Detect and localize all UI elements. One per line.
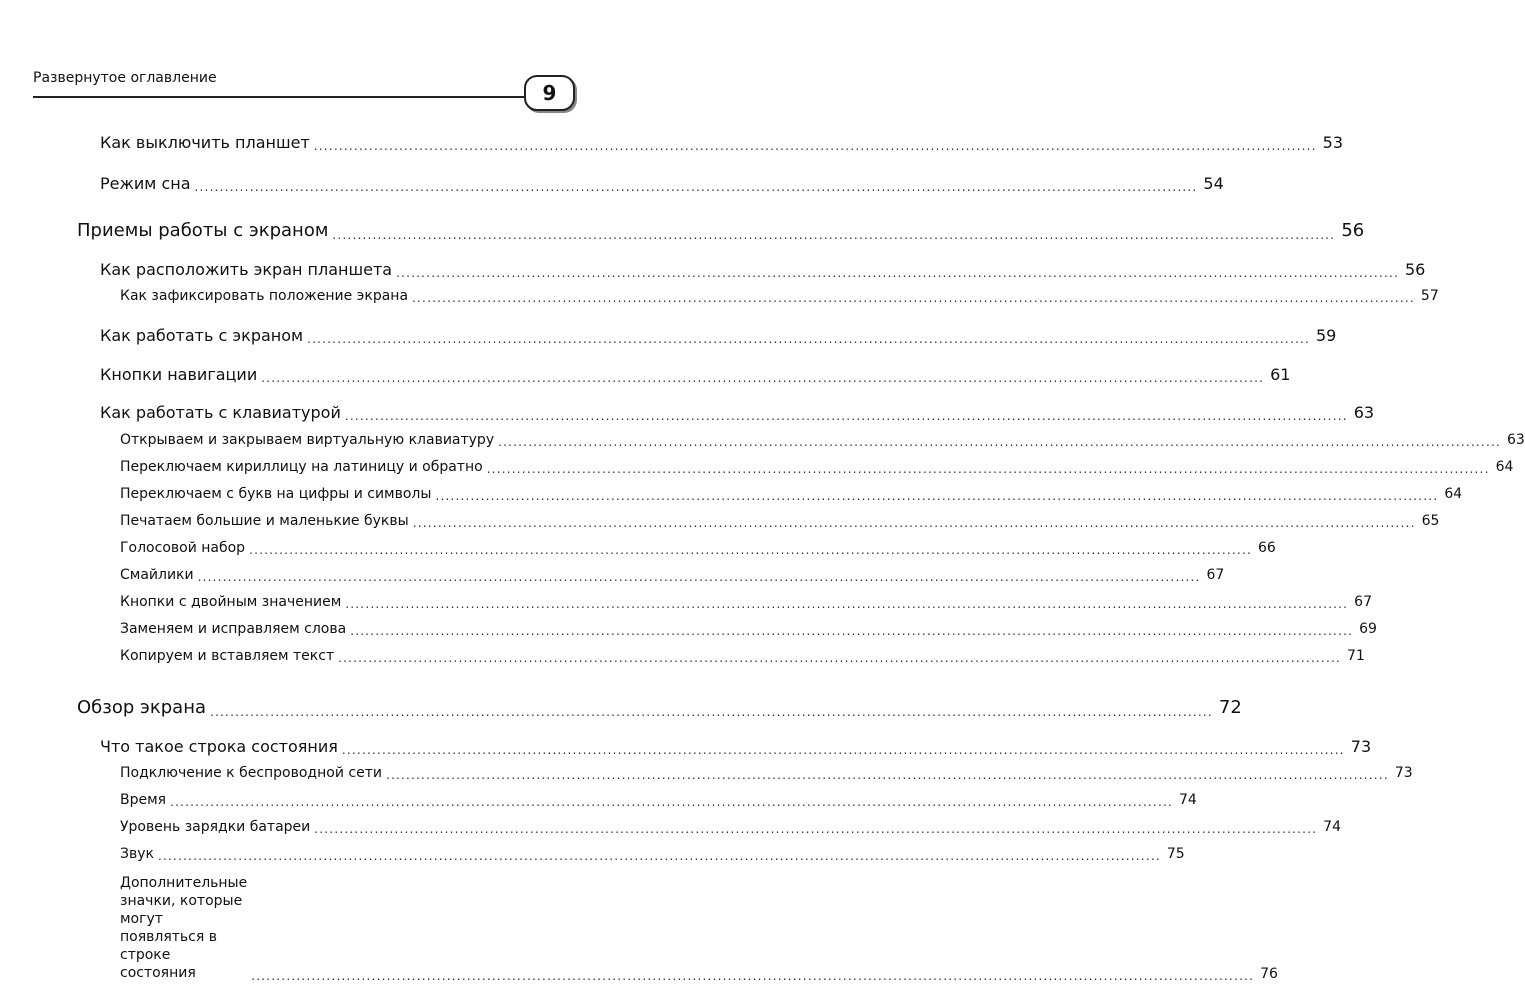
dot-leader: ........................................................................................................................................................................................................ xyxy=(341,743,1345,757)
toc-entry-title: Переключаем кириллицу на латиницу и обратно xyxy=(120,459,483,475)
toc-entry-title: Подключение к беспроводной сети xyxy=(120,765,382,781)
toc-entry-title: Приемы работы с экраном xyxy=(77,220,329,241)
toc-entry-page: 73 xyxy=(1394,765,1413,781)
dot-leader: ........................................................................................................................................................................................................ xyxy=(435,489,1439,503)
toc-entry-title: Кнопки с двойным значением xyxy=(120,594,342,610)
dot-leader: ........................................................................................................................................................................................................ xyxy=(194,180,1198,194)
toc-entry-title: Как выключить планшет xyxy=(100,133,310,152)
toc-entry-page: 56 xyxy=(1405,260,1426,279)
toc-entry-page: 54 xyxy=(1203,174,1224,193)
toc-subentry[interactable] xyxy=(120,874,1278,983)
toc-entry-title: Копируем и вставляем текст xyxy=(120,648,335,664)
toc-entry-title: Заменяем и исправляем слова xyxy=(120,621,347,637)
toc-entry-title: Время xyxy=(120,792,167,808)
toc-entry-title: Смайлики xyxy=(120,567,194,583)
toc-entry-page: 71 xyxy=(1347,648,1365,664)
toc-subentry[interactable] xyxy=(120,540,1276,557)
toc-entry[interactable] xyxy=(100,365,1291,385)
dot-leader: ........................................................................................................................................................................................................ xyxy=(313,139,1317,153)
dot-leader: ........................................................................................................................................................................................................ xyxy=(344,409,1348,423)
toc-entry[interactable] xyxy=(100,260,1426,280)
toc-entry-page: 57 xyxy=(1420,288,1439,304)
dot-leader: ........................................................................................................................................................................................................ xyxy=(332,228,1336,242)
toc-subentry[interactable] xyxy=(120,432,1525,449)
toc-entry[interactable] xyxy=(100,737,1372,757)
toc-entry-page: 61 xyxy=(1270,365,1291,384)
toc-entry-title: Как работать с клавиатурой xyxy=(100,403,341,422)
toc-subentry[interactable] xyxy=(120,765,1413,782)
toc-entry-page: 67 xyxy=(1354,594,1372,610)
toc-entry-title: Обзор экрана xyxy=(77,697,207,718)
dot-leader: ........................................................................................................................................................................................................ xyxy=(412,291,1415,305)
toc-entry-page: 75 xyxy=(1166,846,1185,862)
toc-entry-page: 64 xyxy=(1444,486,1463,502)
running-header-title: Развернутое оглавление xyxy=(33,70,217,86)
toc-entry-title: Уровень зарядки батареи xyxy=(120,819,311,835)
dot-leader: ........................................................................................................................................................................................................ xyxy=(486,462,1490,476)
toc-entry-title: Голосовой набор xyxy=(120,540,246,556)
toc-entry-page: 63 xyxy=(1353,403,1375,422)
toc-subentry[interactable] xyxy=(120,648,1365,665)
toc-entry-page: 74 xyxy=(1178,792,1197,808)
dot-leader: ........................................................................................................................................................................................................ xyxy=(251,969,1255,983)
toc-subentry[interactable] xyxy=(120,621,1377,638)
toc-entry-title: Режим сна xyxy=(100,174,191,193)
toc-subentry[interactable] xyxy=(120,459,1514,476)
dot-leader: ........................................................................................................................................................................................................ xyxy=(307,332,1310,346)
toc-entry-page: 63 xyxy=(1507,432,1525,448)
toc-entry-title: Переключаем с букв на цифры и символы xyxy=(120,486,432,502)
dot-leader: ........................................................................................................................................................................................................ xyxy=(396,266,1399,280)
toc-entry-title: Звук xyxy=(120,846,154,862)
toc-entry[interactable] xyxy=(100,133,1344,153)
toc-entry-page: 64 xyxy=(1495,459,1514,475)
toc-entry[interactable] xyxy=(100,326,1337,346)
toc-entry-page: 65 xyxy=(1421,513,1440,529)
dot-leader: ........................................................................................................................................................................................................ xyxy=(210,705,1213,719)
header-divider xyxy=(33,96,533,98)
dot-leader: ........................................................................................................................................................................................................ xyxy=(249,543,1252,557)
toc-entry-title: Печатаем большие и маленькие буквы xyxy=(120,513,409,529)
dot-leader: ........................................................................................................................................................................................................ xyxy=(345,597,1349,611)
dot-leader: ........................................................................................................................................................................................................ xyxy=(170,795,1173,809)
toc-entry-page: 74 xyxy=(1323,819,1341,835)
toc-subentry[interactable] xyxy=(120,486,1463,503)
toc-subentry[interactable] xyxy=(120,846,1185,863)
toc-entry-title: Что такое строка состояния xyxy=(100,737,338,756)
toc-entry[interactable] xyxy=(100,174,1224,194)
toc-entry-title: Кнопки навигации xyxy=(100,365,258,384)
toc-entry-title: Как зафиксировать положение экрана xyxy=(120,288,409,304)
dot-leader: ........................................................................................................................................................................................................ xyxy=(261,371,1265,385)
toc-entry-page: 56 xyxy=(1341,220,1365,241)
dot-leader: ........................................................................................................................................................................................................ xyxy=(197,570,1201,584)
toc-section-entry[interactable] xyxy=(77,220,1365,242)
dot-leader: ........................................................................................................................................................................................................ xyxy=(350,624,1354,638)
toc-entry-title: Дополнительные значки, которые могут появляться в строке состояния xyxy=(120,875,248,981)
dot-leader: ........................................................................................................................................................................................................ xyxy=(412,516,1416,530)
toc-entry-title: Как работать с экраном xyxy=(100,326,304,345)
toc-entry-page: 66 xyxy=(1257,540,1276,556)
toc-entry-page: 67 xyxy=(1206,567,1225,583)
toc-entry[interactable] xyxy=(100,403,1375,423)
toc-entry-page: 69 xyxy=(1359,621,1377,637)
toc-entry-page: 72 xyxy=(1218,697,1242,718)
toc-subentry[interactable] xyxy=(120,567,1225,584)
dot-leader: ........................................................................................................................................................................................................ xyxy=(338,651,1341,665)
toc-subentry[interactable] xyxy=(120,792,1197,809)
toc-entry-page: 59 xyxy=(1316,326,1337,345)
toc-entry-page: 53 xyxy=(1322,133,1344,152)
toc-entry-page: 73 xyxy=(1350,737,1372,756)
dot-leader: ........................................................................................................................................................................................................ xyxy=(385,768,1389,782)
toc-entry-page: 76 xyxy=(1260,966,1278,982)
toc-subentry[interactable] xyxy=(120,513,1440,530)
dot-leader: ........................................................................................................................................................................................................ xyxy=(314,822,1318,836)
toc-subentry[interactable] xyxy=(120,594,1372,611)
toc-subentry[interactable] xyxy=(120,819,1341,836)
toc-subentry[interactable] xyxy=(120,288,1439,305)
page-number-badge: 9 xyxy=(524,75,575,111)
dot-leader: ........................................................................................................................................................................................................ xyxy=(498,435,1501,449)
dot-leader: ........................................................................................................................................................................................................ xyxy=(157,849,1161,863)
toc-section-entry[interactable] xyxy=(77,697,1242,719)
toc-entry-title: Открываем и закрываем виртуальную клавиатуру xyxy=(120,432,495,448)
toc-entry-title: Как расположить экран планшета xyxy=(100,260,393,279)
